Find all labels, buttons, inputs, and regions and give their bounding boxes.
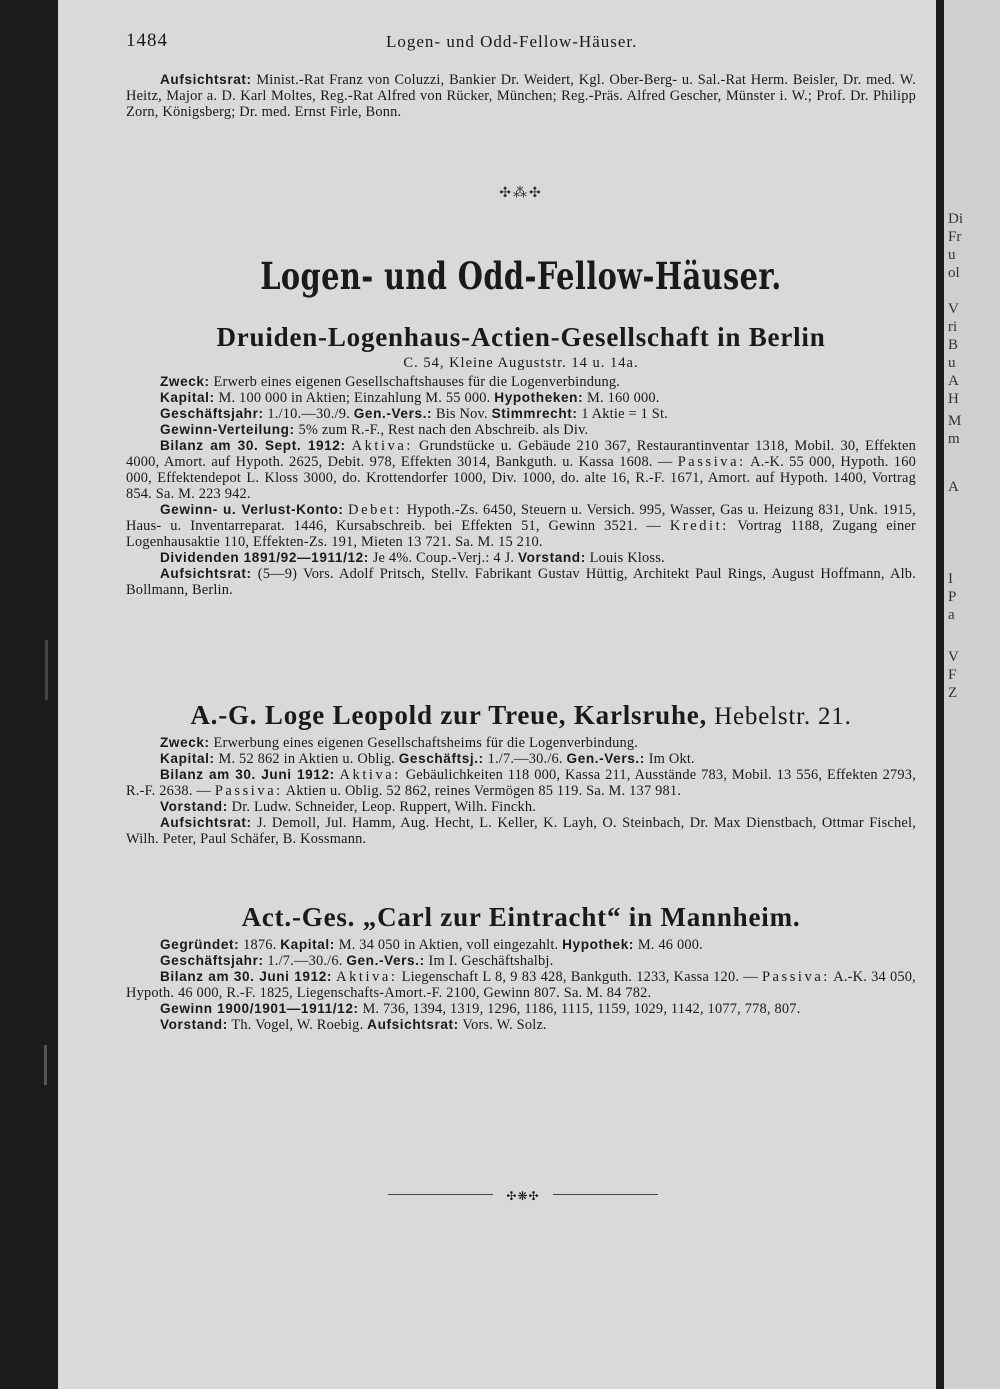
strip-fragment: ol (948, 265, 960, 281)
company-name-main: A.-G. Loge Leopold zur Treue, Karlsruhe, (190, 700, 708, 730)
spaced-label: Aktiva: (351, 438, 413, 454)
spaced-label: Passiva: (761, 969, 830, 985)
entry-paragraph: Gegründet: 1876. Kapital: M. 34 050 in Aktien, voll eingezahlt. Hypothek: M. 46 000. (160, 937, 703, 953)
entry-paragraph: Kapital: M. 100 000 in Aktien; Einzahlung M. 55 000. Hypotheken: M. 160 000. (160, 390, 660, 406)
entry-paragraph: Bilanz am 30. Juni 1912: Aktiva: Liegenschaft L 8, 9 83 428, Bankguth. 1233, Kassa 120. — Passiva: A.-K. 34 050, Hypoth. 46 000, R.-F. 1825, Liegenschafts-Amort.-F. 2100, Gewinn 807. Sa. M. 84 782. (126, 969, 916, 1001)
field-label: Aufsichtsrat: (367, 1017, 459, 1032)
spaced-label: Debet: (348, 502, 403, 518)
field-label: Bilanz am 30. Juni 1912: (160, 767, 335, 782)
field-label: Kapital: (160, 751, 215, 766)
field-label: Gewinn-Verteilung: (160, 422, 295, 437)
field-label: Vorstand: (160, 1017, 228, 1032)
field-label: Vorstand: (517, 550, 586, 565)
field-label: Hypothek: (562, 937, 635, 952)
page-header (126, 30, 916, 58)
entry-paragraph: Aufsichtsrat: J. Demoll, Jul. Hamm, Aug. Hecht, L. Keller, K. Layh, O. Steinbach, Dr. Max Dienstbach, Ottmar Fischel, Wilh. Peter, Paul Schäfer, B. Kossmann. (126, 815, 916, 847)
running-title: Logen- und Odd-Fellow-Häuser. (386, 32, 638, 51)
end-rule (388, 1187, 658, 1203)
field-label: Kapital: (160, 390, 215, 405)
field-label: Aufsichtsrat: (160, 566, 252, 581)
supervisory-board-paragraph: Aufsichtsrat: Minist.-Rat Franz von Coluzzi, Bankier Dr. Weidert, Kgl. Ober-Berg- u. Sal.-Rat Herm. Beisler, Dr. med. W. Heitz, Major a. D. Karl Moltes, Reg.-Rat Alfred von Rücker, München; Reg.-Präs. Alfred Gescher, Münster i. W.; Prof. Dr. Philipp Zorn, Königsberg; Dr. med. Ernst Firle, Bonn. (126, 72, 916, 120)
company-address: C. 54, Kleine Auguststr. 14 u. 14a. (403, 355, 639, 371)
field-label: Bilanz am 30. Sept. 1912: (160, 438, 346, 453)
spaced-label: Kredit: (669, 518, 729, 534)
field-label: Vorstand: (160, 799, 228, 814)
strip-fragment: ri (948, 319, 958, 335)
company-entry-druiden (126, 322, 916, 598)
field-label: Stimmrecht: (491, 406, 578, 421)
strip-fragment: F (948, 667, 957, 683)
strip-fragment: B (948, 337, 959, 353)
adjacent-page-edge (944, 0, 1000, 1389)
ornament-divider: ✣⁂✣ (499, 186, 543, 201)
end-rule-left-line (388, 1194, 493, 1195)
strip-fragment: u (948, 247, 956, 263)
company-entry-carl-zur-eintracht (126, 902, 916, 1033)
field-label: Gegründet: (160, 937, 240, 952)
company-name: Druiden-Logenhaus-Actien-Gesellschaft in Berlin (216, 322, 826, 352)
entry-paragraph: Bilanz am 30. Sept. 1912: Aktiva: Grundstücke u. Gebäude 210 367, Restaurantinventar 1318, Mobil. 30, Effekten 4000, Amort. auf Hypoth. 2625, Debit. 978, Effekten 3014, Bankguth. u. Kassa 1608. — Passiva: A.-K. 55 000, Hypoth. 160 000, Effektendepot L. Kloss 3000, do. Krottendorfer 1000, Div. 1000, do. alte 16, R.-F. 1671, Amort. auf Hypoth. 1400, Vortrag 854. Sa. M. 223 942. (126, 438, 916, 502)
company-name: Act.-Ges. „Carl zur Eintracht“ in Mannheim. (241, 902, 801, 932)
page-number: 1484 (126, 30, 168, 51)
field-label: Dividenden 1891/92—1911/12: (160, 550, 369, 565)
left-margin-edge (0, 0, 58, 1389)
entry-paragraph: Geschäftsjahr: 1./10.—30./9. Gen.-Vers.: Bis Nov. Stimmrecht: 1 Aktie = 1 St. (160, 406, 668, 422)
entry-paragraph: Gewinn- u. Verlust-Konto: Debet: Hypoth.-Zs. 6450, Steuern u. Versich. 995, Wasser, Gas u. Heizung 831, Unk. 1915, Haus- u. Inventarreparat. 1446, Kursabschreib. bei Effekten 51, Gewinn 3521. — Kredit: Vortrag 1188, Zugang einer Logenhausaktie 110, Effekten-Zs. 191, Mieten 13 721. Sa. M. 15 210. (126, 502, 916, 550)
entry-paragraph: Bilanz am 30. Juni 1912: Aktiva: Gebäulichkeiten 118 000, Kassa 211, Ausstände 783, Mobil. 13 556, Effekten 2793, R.-F. 2638. — Passiva: Aktien u. Oblig. 52 862, reines Vermögen 85 119. Sa. M. 137 981. (126, 767, 916, 799)
continued-section (126, 72, 916, 120)
strip-fragment: V (948, 301, 959, 317)
field-label: Geschäftsjahr: (160, 953, 264, 968)
entry-paragraph: Kapital: M. 52 862 in Aktien u. Oblig. Geschäftsj.: 1./7.—30./6. Gen.-Vers.: Im Okt. (160, 751, 695, 767)
strip-fragment: Fr (948, 229, 962, 245)
entry-paragraph: Geschäftsjahr: 1./7.—30./6. Gen.-Vers.: Im I. Geschäftshalbj. (160, 953, 554, 969)
field-label: Kapital: (280, 937, 335, 952)
section-title: Logen- und Odd-Fellow-Häuser. (260, 254, 782, 298)
strip-fragment: A (948, 479, 959, 495)
company-name (126, 700, 916, 731)
field-label: Geschäftsjahr: (160, 406, 264, 421)
company-paragraphs (126, 374, 916, 598)
end-rule-ornament: ✣❋✣ (506, 1189, 540, 1203)
field-label: Zweck: (160, 735, 210, 750)
field-label: Zweck: (160, 374, 210, 389)
end-rule-right-line (553, 1194, 658, 1195)
strip-fragment: H (948, 391, 959, 407)
strip-fragment: Di (948, 211, 963, 227)
strip-fragment: I (948, 571, 953, 587)
spaced-label: Passiva: (677, 454, 746, 470)
strip-fragment: a (948, 607, 955, 623)
strip-fragment: A (948, 373, 959, 389)
entry-paragraph: Dividenden 1891/92—1911/12: Je 4%. Coup.-Verj.: 4 J. Vorstand: Louis Kloss. (160, 550, 665, 566)
entry-paragraph: Aufsichtsrat: (5—9) Vors. Adolf Pritsch, Stellv. Fabrikant Gustav Hüttig, Architekt Paul Rings, August Hoffmann, Alb. Bollmann, Berlin. (126, 566, 916, 598)
field-label: Gen.-Vers.: (346, 953, 425, 968)
strip-fragment: M (948, 413, 962, 429)
company-paragraphs (126, 735, 916, 847)
spaced-label: Passiva: (214, 783, 283, 799)
field-label: Aufsichtsrat: (160, 72, 252, 87)
field-label: Gen.-Vers.: (566, 751, 645, 766)
field-label: Hypotheken: (494, 390, 584, 405)
strip-fragment: Z (948, 685, 958, 701)
entry-paragraph: Gewinn-Verteilung: 5% zum R.-F., Rest nach den Abschreib. als Div. (160, 422, 589, 438)
entry-paragraph: Zweck: Erwerb eines eigenen Gesellschaftshauses für die Logenverbindung. (160, 374, 621, 390)
field-label: Bilanz am 30. Juni 1912: (160, 969, 333, 984)
spaced-label: Aktiva: (339, 767, 401, 783)
strip-fragment: V (948, 649, 959, 665)
field-label: Gewinn- u. Verlust-Konto: (160, 502, 344, 517)
field-label: Geschäftsj.: (398, 751, 484, 766)
page-sheet (58, 0, 936, 1389)
field-label: Aufsichtsrat: (160, 815, 252, 830)
entry-paragraph: Vorstand: Dr. Ludw. Schneider, Leop. Ruppert, Wilh. Finckh. (160, 799, 537, 815)
strip-fragment: P (948, 589, 957, 605)
entry-paragraph: Zweck: Erwerbung eines eigenen Gesellschaftsheims für die Logenverbindung. (160, 735, 639, 751)
company-street: Hebelstr. 21. (707, 703, 852, 730)
field-label: Gen.-Vers.: (353, 406, 433, 421)
strip-fragment: u (948, 355, 956, 371)
company-paragraphs (126, 937, 916, 1033)
entry-paragraph: Vorstand: Th. Vogel, W. Roebig. Aufsichtsrat: Vors. W. Solz. (160, 1017, 547, 1033)
company-entry-leopold (126, 700, 916, 847)
field-label: Gewinn 1900/1901—1911/12: (160, 1001, 359, 1016)
spaced-label: Aktiva: (336, 969, 398, 985)
strip-fragment: m (948, 431, 960, 447)
entry-paragraph: Gewinn 1900/1901—1911/12: M. 736, 1394, 1319, 1296, 1186, 1115, 1159, 1029, 1142, 1077, 778, 807. (160, 1001, 801, 1017)
